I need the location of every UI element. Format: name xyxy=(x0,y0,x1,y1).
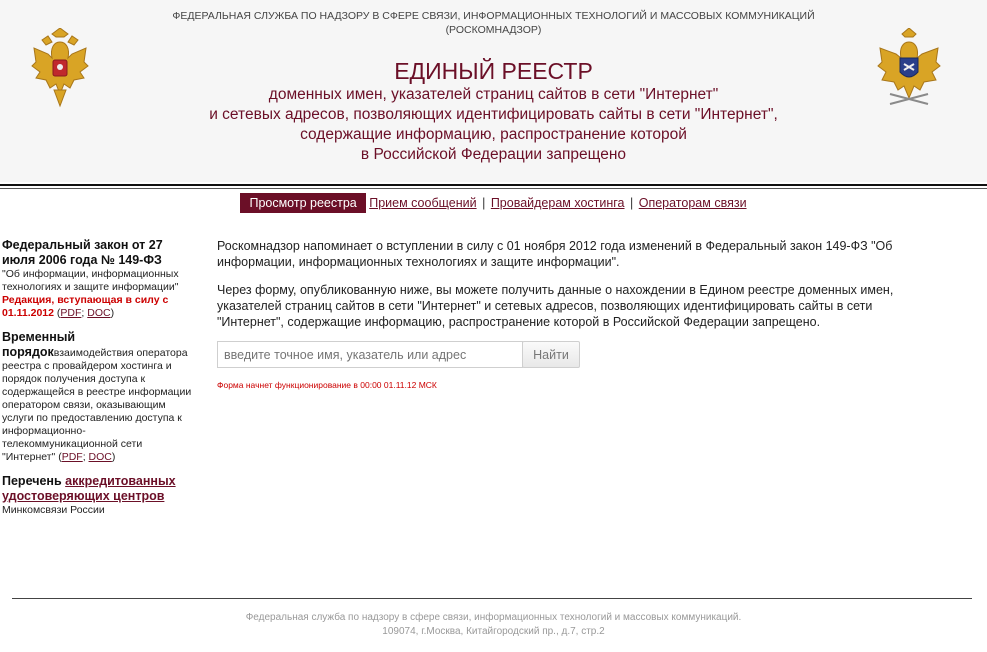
law-description: "Об информации, информационных технологиях и защите информации" xyxy=(2,268,179,293)
nav-link-telecom-operators[interactable]: Операторам связи xyxy=(638,196,747,210)
footer-agency: Федеральная служба по надзору в сфере связи, информационных технологий и массовых коммуникаций. xyxy=(245,612,742,623)
main-nav xyxy=(0,193,987,213)
subtitle-line: и сетевых адресов, позволяющих идентифицировать сайты в сети "Интернет", xyxy=(209,106,778,123)
order-pdf-link[interactable]: PDF xyxy=(61,451,83,463)
nav-tab-view-registry[interactable]: Просмотр реестра xyxy=(240,193,365,213)
order-text: Временный порядоквзаимодействия оператора реестра с провайдером хостинга и порядок получения доступа к содержащейся в реестре информации оператором связи, оказывающим услуги по предоставлению доступа к информационно-телекоммуникационной сети "Интернет" (PDF; DOC) xyxy=(2,330,192,463)
sidebar-order-block xyxy=(2,330,192,464)
header-divider xyxy=(0,184,987,186)
form-description: Через форму, опубликованную ниже, вы можете получить данные о нахождении в Едином реестре доменных имен, указателей страниц сайтов в сети "Интернет" и сетевых адресов, позволяющих идентифицировать сайты в сети "Интернет", содержащие информацию, распространение которой в Российской Федерации запрещено. xyxy=(217,283,894,329)
search-button[interactable]: Найти xyxy=(522,341,580,368)
subtitle-line: доменных имен, указателей страниц сайтов в сети "Интернет" xyxy=(268,86,719,103)
law-doc-link[interactable]: DOC xyxy=(87,307,111,319)
footer-address: 109074, г.Москва, Китайгородский пр., д.7, стр.2 xyxy=(382,626,605,637)
nav-separator: | xyxy=(630,196,634,210)
footer-divider xyxy=(12,598,972,599)
search-input[interactable] xyxy=(217,341,523,368)
law-edition: Редакция, вступающая в силу с 01.11.2012 (PDF; DOC) xyxy=(2,294,169,319)
law-pdf-link[interactable]: PDF xyxy=(60,307,82,319)
sidebar xyxy=(2,238,192,527)
intro-paragraph: Роскомнадзор напоминает о вступлении в силу с 01 ноября 2012 года изменений в Федеральный закон 149-ФЗ "Об информации, информационных технологиях и защите информации". xyxy=(217,239,893,269)
law-title: Федеральный закон от 27 июля 2006 года № 149-ФЗ xyxy=(2,238,163,267)
ca-list-title xyxy=(2,474,192,504)
sidebar-law-block xyxy=(2,238,192,320)
nav-separator: | xyxy=(482,196,486,210)
law-edition-label: Редакция, вступающая в силу с 01.11.2012 xyxy=(2,294,169,319)
ca-list-subtitle: Минкомсвязи России xyxy=(2,504,105,516)
page-header xyxy=(0,0,987,182)
subtitle-line: содержащие информацию, распространение которой xyxy=(300,126,687,143)
page-footer xyxy=(0,611,987,639)
ca-list-prefix: Перечень xyxy=(2,474,62,488)
page-title: ЕДИНЫЙ РЕЕСТР xyxy=(394,58,593,84)
main-content xyxy=(217,238,907,342)
agency-name-line2: (РОСКОМНАДЗОР) xyxy=(445,24,542,36)
page-subtitle xyxy=(0,85,987,165)
ca-list-link[interactable]: аккредитованных удостоверяющих центров xyxy=(2,474,176,503)
order-description: взаимодействия оператора реестра с провайдером хостинга и порядок получения доступа к содержащейся в реестре информации оператором связи, оказывающим услуги по предоставлению доступа к информационно-телекоммуникационной сети "Интернет" xyxy=(2,347,192,463)
subtitle-line: в Российской Федерации запрещено xyxy=(360,146,627,163)
nav-link-messages[interactable]: Прием сообщений xyxy=(369,196,477,210)
sidebar-ca-block xyxy=(2,474,192,517)
order-title: Временный порядок xyxy=(2,330,76,359)
agency-name xyxy=(0,9,987,37)
agency-name-line1: ФЕДЕРАЛЬНАЯ СЛУЖБА ПО НАДЗОРУ В СФЕРЕ СВЯЗИ, ИНФОРМАЦИОННЫХ ТЕХНОЛОГИЙ И МАССОВЫХ КОММУНИКАЦИЙ xyxy=(172,10,815,22)
order-doc-link[interactable]: DOC xyxy=(88,451,112,463)
form-notice: Форма начнет функционирование в 00:00 01.11.12 МСК xyxy=(217,380,437,390)
header-divider-thin xyxy=(0,188,987,189)
nav-link-hosting-providers[interactable]: Провайдерам хостинга xyxy=(490,196,625,210)
